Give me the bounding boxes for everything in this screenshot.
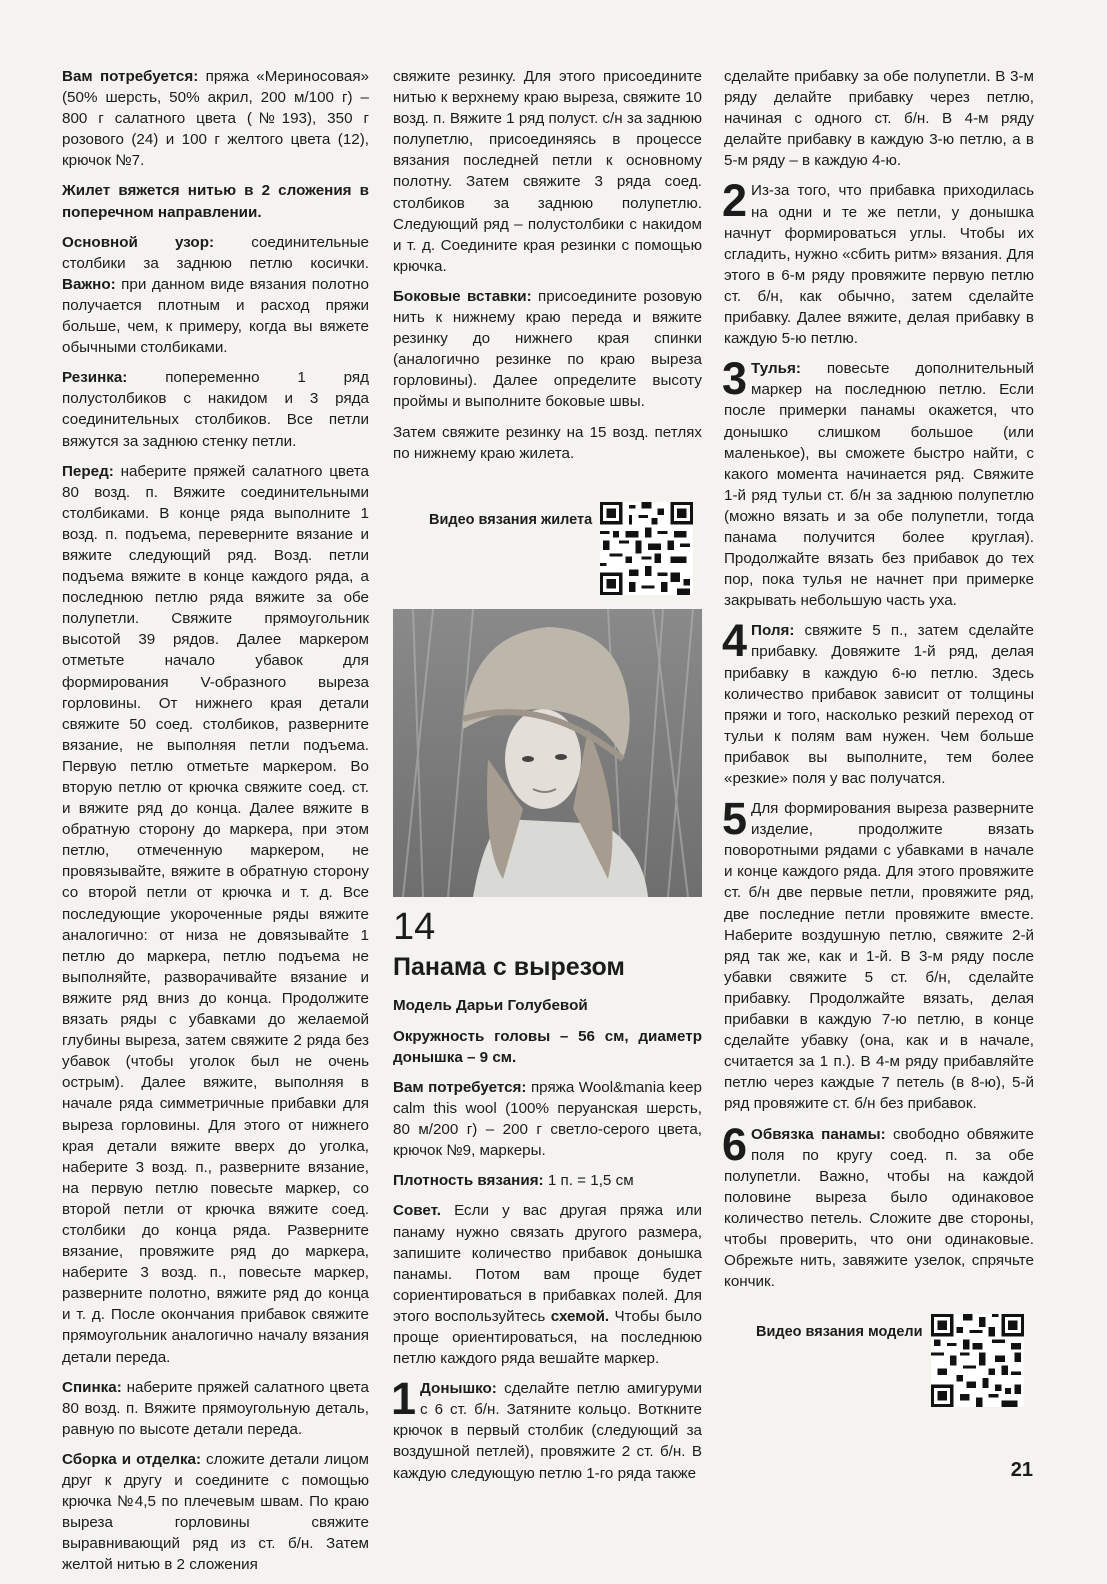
step-1-continuation: сделайте прибавку за обе полупетли. В 3-м ряду делайте прибавку через петлю, начиная с одного ст. б/н. В 4-м ряду делайте прибавку в каждую 3-ю петлю, а в 5-м ряду – в каждую 4-ю. [724,68,1034,170]
step-2: 2 Из-за того, что прибавка приходилась на одни и те же петли, у донышка начнут формироваться углы. Чтобы их сгладить, нужно «сбить ритм» вязания. Для этого в 6-м ряду провяжите первую петлю ст. б/н, как обычно, затем сделайте прибавку. Далее вяжите, делая прибавку в каждую 5-ю петлю. [722,175,1034,348]
step-6: 6 Обвязка панамы: свободно обвяжите поля по кругу соед. п. за обе полупетли. Важно, чтобы на каждой половине выреза было одинаковое количество петель. Сложите две стороны, чтобы проверить, что они одинаковые. Обрежьте нить, завяжите узелок, спрячьте кончик. [722,1118,1034,1291]
page-number: 21 [1010,1459,1033,1481]
step-1: 1 Донышко: сделайте петлю амигуруми с 6 ст. б/н. Затяните кольцо. Воткните крючок в первый столбик (следующий за воздушной петлей), провяжите 2 ст. б/н. В каждую следующую петлю 1-го ряда также [391,1373,702,1482]
tip-paragraph: Совет. Если у вас другая пряжа или панаму нужно связать другого размера, запишите количество прибавок донышка панамы. Потом вам проще будет сориентироваться в прибавках полей. Для этого воспользуйтесь схемой. Чтобы было проще ориентироваться, на последнюю петлю каждого ряда вешайте маркер. [393,1202,702,1368]
column-left [62,66,369,1584]
hat-video-label: Видео вязания модели [756,1324,923,1341]
step-3: 3 Тулья: повесьте дополнительный маркер на последнюю петлю. Если после примерки панамы окажется, что донышко слишком большое (или маленькое), вы сможете быстро найти, с какого момента начинается ряд. Свяжите 1-й ряд тульи ст. б/н за заднюю полупетлю (можно вязать и за обе полупетли, тогда панама получится более круглая). Продолжайте вязать без прибавок до тех пор, пока тулья не начнет при примерке закрывать небольшую часть уха. [722,353,1034,610]
vest-video-block [429,502,702,595]
materials-paragraph: Вам потребуется: пряжа «Мериносовая» (50% шерсть, 50% акрил, 200 м/100 г) – 800 г салатного цвета (№193), 350 г розового (24) и 100 г желтого цвета (12), крючок №7. [62,68,369,170]
direction-note: Жилет вяжется нитью в 2 сложения в поперечном направлении. [62,182,369,221]
step-4: 4 Поля: свяжите 5 п., затем сделайте прибавку. Довяжите 1-й ряд, делая прибавку в каждую 6-ю петлю. Здесь количество прибавок зависит от толщины пряжи и того, насколько резкий переход от тульи к полям вам нужен. Чем больше прибавок вы выполните, тем более «резкие» поля у вас получатся. [722,615,1034,787]
step-number: 2 [722,175,748,227]
step-number: 6 [722,1118,748,1170]
author-line: Модель Дарьи Голубевой [393,996,588,1014]
back-paragraph: Спинка: наберите пряжей салатного цвета 80 возд. п. Вяжите прямоугольную деталь, равную по высоте детали переда. [62,1378,369,1438]
rib-continuation: свяжите резинку. Для этого присоедините нитью к верхнему краю выреза, свяжите 10 возд. п. Вяжите 1 ряд полуст. с/н за заднюю полупетлю, присоединяясь в процессе вязания последней петли к основному полотну. Затем свяжите 3 ряда соед. столбиков за заднюю полупетлю. Следующий ряд – полустолбики с накидом и т. д. Соедините края резинки с помощью крючка. [393,68,702,275]
pattern-title: Панама с вырезом [393,952,625,981]
pattern-number: 14 [393,905,436,948]
hat-materials: Вам потребуется: пряжа Wool&mania keep calm this wool (100% перуанская шерсть, 80 м/200 г) – 200 г светло-серого цвета, крючок №9, маркеры. [393,1078,702,1160]
vest-video-label: Видео вязания жилета [429,511,593,528]
hat-video-block [756,1314,1034,1407]
step-number: 4 [722,615,748,667]
step-number: 5 [722,793,748,845]
column-middle [393,66,702,1493]
step-number: 1 [391,1373,417,1425]
column-right [724,66,1034,1407]
gauge-line: Плотность вязания: 1 п. = 1,5 см [393,1172,634,1190]
qr-code-icon[interactable] [931,1314,1024,1407]
rib-paragraph: Резинка: попеременно 1 ряд полустолбиков с накидом и 3 ряда соединительных столбиков. Все петли вяжутся за заднюю стенку петли. [62,369,369,450]
bottom-rib-paragraph: Затем свяжите резинку на 15 возд. петлях по нижнему краю жилета. [393,423,702,462]
step-number: 3 [722,353,748,405]
size-line: Окружность головы – 56 см, диаметр донышка – 9 см. [393,1027,702,1066]
front-paragraph: Перед: наберите пряжей салатного цвета 80 возд. п. Вяжите соединительными столбиками. В конце ряда выполните 1 возд. п. подъема, переверните вязание и вяжите следующий ряд. Возд. петли подъема вяжите в конце каждого ряда, а последнюю петлю ряда вяжите за обе полупетли. Свяжите прямоугольник высотой 39 рядов. Далее маркером отметьте начало убавок для формирования V-образного выреза горловины. От нижнего края детали свяжите 50 соед. столбиков, разверните вязание, не выполняя петли подъема. Первую петлю отметьте маркером. Во вторую петлю от крючка свяжите соед. ст. и вяжите ряд до конца. Далее вяжите в обратную сторону до маркера, при этом петлю, отмеченную маркером, не провязывайте, вяжите в обратную сторону со второй петли от крючка и т. д. Все последующие укороченные ряды вяжите аналогично: от низа не довязывайте 1 петлю до маркера, петлю подъема не выполняйте, разворачивайте вязание и вяжите ряд вниз до конца. Продолжите вязать ряды с убавками до желаемой глубины выреза, затем свяжите 2 ряда без убавок (чтобы уголок был не очень острым). Далее вяжите, выполняя в начале ряда симметричные прибавки для выреза горловины. Для этого от нижнего края детали вяжите вверх до уголка, наберите 3 возд. п., разверните вязание, на первую петлю повесьте маркер, со второй петли от крючка вяжите соед. столбики до конца ряда. Разверните вязание, провяжите ряд до маркера, наберите 3 возд. п., повесьте маркер, разверните полотно, вяжите ряд до конца и т. д. После окончания прибавок свяжите прямоугольник аналогично началу вязания детали переда. [62,462,369,1366]
hat-model-photo [393,609,702,897]
side-inserts-paragraph: Боковые вставки: присоедините розовую нить к нижнему краю переда и вяжите резинку до нижнего края спинки (аналогично резинке по краю выреза горловины). Далее определите высоту проймы и выполните боковые швы. [393,287,703,411]
step-5: 5 Для формирования выреза разверните изделие, продолжите вязать поворотными рядами с убавками в начале и конце каждого ряда. Для этого провяжите ст. б/н две первые петли, провяжите ряд, две последние петли провяжите вместе. Наберите воздушную петлю, свяжите 2-й ряд так же, как и 1-й. В 3-м ряду после убавки свяжите 5 ст. б/н, сделайте прибавку. Продолжайте вязать, делая прибавки в каждую 7-ю петлю, в конце сделайте убавку (она, как и в начале, считается за 1 п.). В 4-м ряду прибавляйте петлю через каждые 7 петель (в 8-ю), 5-й ряд провяжите ст. б/н без прибавок. [722,793,1034,1113]
qr-code-icon[interactable] [600,502,693,595]
assembly-paragraph: Сборка и отделка: сложите детали лицом друг к другу и соедините с помощью крючка №4,5 по плечевым швам. По краю выреза горловины свяжите выравнивающий ряд из ст. б/н. Затем желтой нитью в 2 сложения [62,1450,369,1574]
main-pattern-paragraph: Основной узор: соединительные столбики за заднюю петлю косички. Важно: при данном виде вязания полотно получается плотным и расход пряжи больше, чем, к примеру, когда вы вяжете обычными столбиками. [62,233,369,357]
